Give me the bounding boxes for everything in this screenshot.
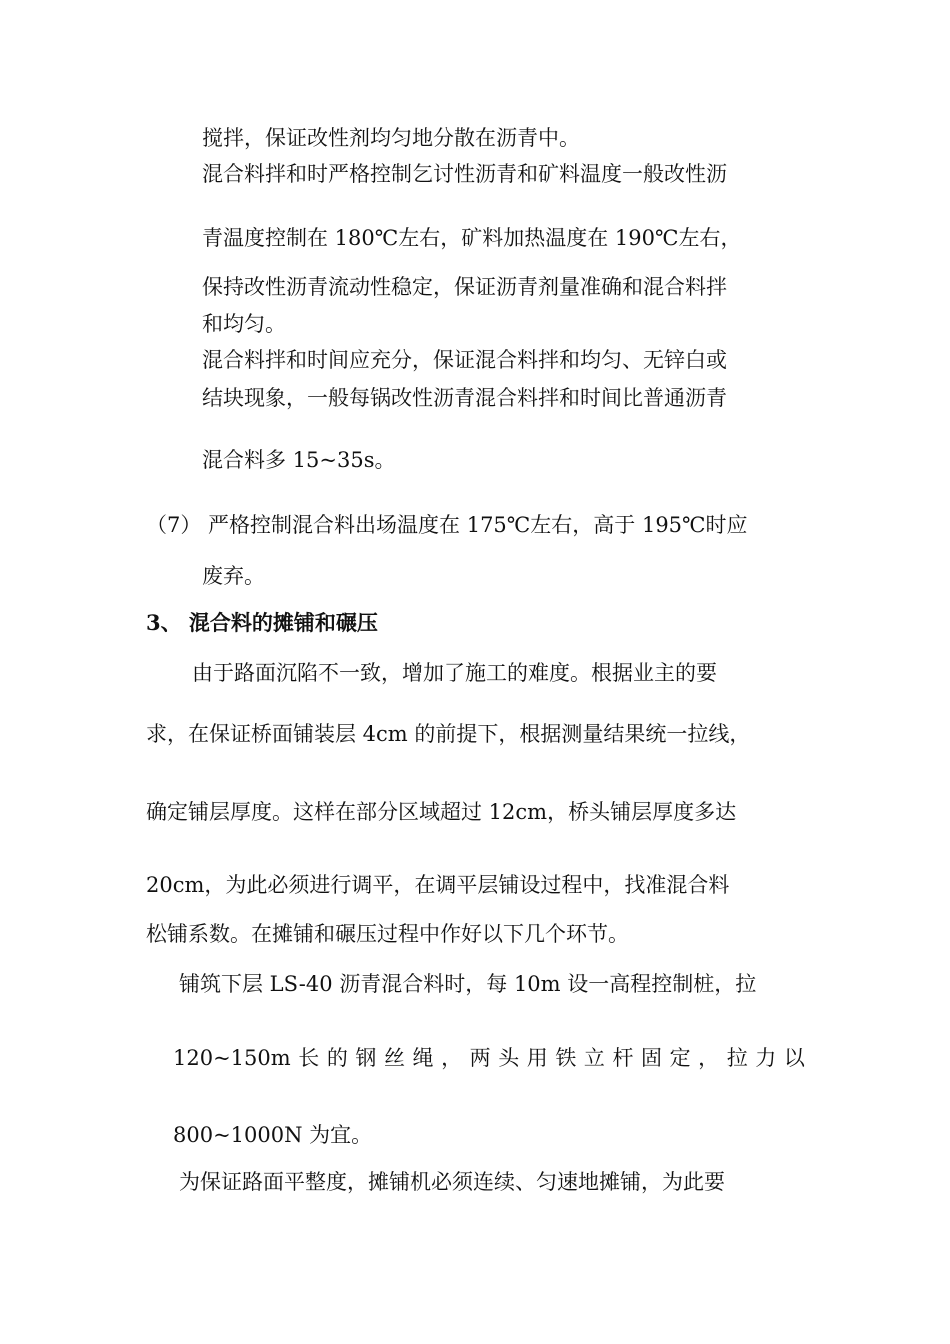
word: 固: [641, 1046, 662, 1070]
justified-line: [173, 1044, 805, 1072]
paragraph-line: 结块现象，一般每锅改性沥青混合料拌和时间比普通沥青: [202, 386, 727, 410]
word: 定: [669, 1046, 691, 1070]
word: 头: [498, 1046, 520, 1070]
paragraph-line: 800~1000N 为宜。: [173, 1123, 373, 1147]
paragraph-line: 铺筑下层 LS-40 沥青混合料时，每 10m 设一高程控制桩，拉: [179, 972, 757, 996]
word: 以: [783, 1046, 805, 1070]
paragraph-line: 20cm，为此必须进行调平，在调平层铺设过程中，找准混合料: [146, 873, 730, 897]
paragraph-line: 废弃。: [202, 564, 265, 588]
word: 120~150m: [173, 1046, 291, 1070]
word: ，: [698, 1046, 720, 1070]
paragraph-line: 求，在保证桥面铺装层 4cm 的前提下，根据测量结果统一拉线，: [146, 722, 751, 746]
word: 拉: [726, 1046, 748, 1070]
word: ，: [441, 1046, 463, 1070]
paragraph-line: 为保证路面平整度，摊铺机必须连续、匀速地摊铺，为此要: [179, 1170, 725, 1194]
paragraph-line: 确定铺层厚度。这样在部分区域超过 12cm，桥头铺层厚度多达: [146, 800, 737, 824]
paragraph-line: 由于路面沉陷不一致，增加了施工的难度。根据业主的要: [192, 661, 717, 685]
section-heading: 3、 混合料的摊铺和碾压: [146, 610, 378, 635]
word: 的: [326, 1046, 348, 1070]
paragraph-line: 和均匀。: [202, 312, 286, 336]
word: 丝: [383, 1046, 405, 1070]
paragraph-line: 混合料多 15~35s。: [202, 448, 396, 472]
paragraph-line: 搅拌，保证改性剂均匀地分散在沥青中。: [202, 126, 580, 150]
paragraph-line: 松铺系数。在摊铺和碾压过程中作好以下几个环节。: [146, 922, 629, 946]
word: 钢: [355, 1046, 377, 1070]
word: 铁: [555, 1046, 577, 1070]
paragraph-line: 混合料拌和时间应充分，保证混合料拌和均匀、无锌白或: [202, 348, 727, 372]
word: 力: [755, 1046, 777, 1070]
word: 长: [298, 1046, 320, 1070]
paragraph-line: 保持改性沥青流动性稳定，保证沥青剂量准确和混合料拌: [202, 275, 727, 299]
word: 两: [469, 1046, 491, 1070]
word: 立: [583, 1046, 605, 1070]
paragraph-line: 混合料拌和时严格控制乞讨性沥青和矿料温度一般改性沥: [202, 162, 727, 186]
paragraph-line: 青温度控制在 180℃左右，矿料加热温度在 190℃左右，: [202, 226, 742, 250]
list-item-7: （7） 严格控制混合料出场温度在 175℃左右，高于 195℃时应: [146, 513, 748, 537]
word: 杆: [612, 1046, 634, 1070]
word: 用: [526, 1046, 548, 1070]
word: 绳: [412, 1046, 434, 1070]
